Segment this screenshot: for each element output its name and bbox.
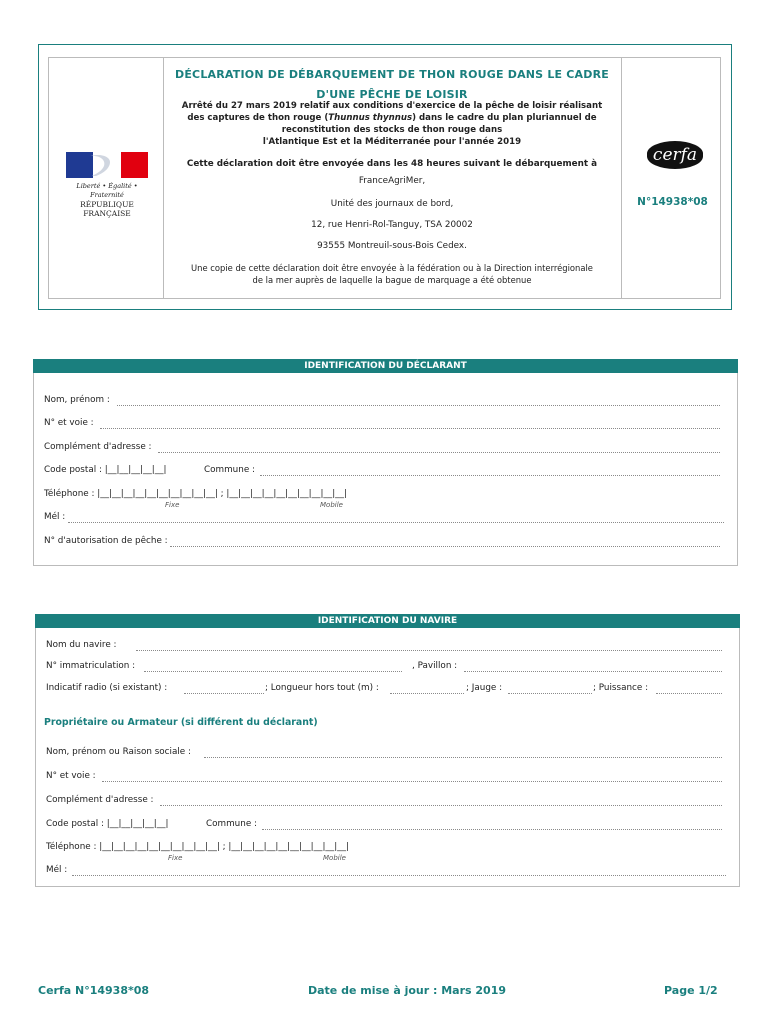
vessel-gauge-field[interactable] bbox=[508, 692, 592, 694]
owner-name-field[interactable] bbox=[204, 756, 722, 758]
footer-updated: Date de mise à jour : Mars 2019 bbox=[308, 984, 507, 997]
declarant-name-field[interactable] bbox=[117, 404, 720, 406]
declarant-commune-field[interactable] bbox=[260, 474, 720, 476]
decree-line4: l'Atlantique Est et la Méditerranée pour l'année 2019 bbox=[262, 137, 522, 147]
owner-email-label: Mél : bbox=[46, 865, 68, 875]
owner-complement-field[interactable] bbox=[160, 804, 722, 806]
declarant-section bbox=[33, 359, 738, 566]
declarant-postal-field[interactable]: Code postal : |__|__|__|__|__| bbox=[44, 465, 167, 475]
address-line3: 12, rue Henri-Rol-Tanguy, TSA 20002 bbox=[311, 220, 473, 230]
decree-species: Thunnus thynnus bbox=[328, 113, 413, 123]
decree-line2-b: ) dans le cadre du plan pluriannuel de bbox=[412, 113, 597, 123]
declarant-phone-fixe-caption: Fixe bbox=[165, 501, 180, 509]
declarant-name-label: Nom, prénom : bbox=[44, 395, 110, 405]
declarant-street-label: N° et voie : bbox=[44, 418, 94, 428]
cerfa-logo: cerfa bbox=[647, 141, 703, 169]
owner-commune-label: Commune : bbox=[206, 819, 257, 829]
declarant-street-field[interactable] bbox=[100, 427, 720, 429]
vessel-flag-field[interactable] bbox=[464, 670, 722, 672]
marianne-name: RÉPUBLIQUE FRANÇAISE bbox=[80, 200, 134, 218]
declarant-authorization-field[interactable] bbox=[170, 545, 720, 547]
vessel-radio-label: Indicatif radio (si existant) : bbox=[46, 683, 168, 693]
declarant-commune-label: Commune : bbox=[204, 465, 255, 475]
send-notice: Cette déclaration doit être envoyée dans les 48 heures suivant le débarquement à bbox=[186, 159, 598, 169]
declarant-authorization-label: N° d'autorisation de pêche : bbox=[44, 536, 168, 546]
vessel-gauge-label: ; Jauge : bbox=[466, 683, 503, 693]
vessel-length-field[interactable] bbox=[390, 692, 464, 694]
vessel-power-label: ; Puissance : bbox=[593, 683, 649, 693]
vessel-length-label: ; Longueur hors tout (m) : bbox=[265, 683, 379, 693]
owner-street-label: N° et voie : bbox=[46, 771, 96, 781]
vessel-registration-label: N° immatriculation : bbox=[46, 661, 136, 671]
owner-email-field[interactable] bbox=[72, 874, 726, 876]
footer-page: Page 1/2 bbox=[664, 984, 718, 997]
vessel-radio-field[interactable] bbox=[184, 692, 264, 694]
copy-notice-line1: Une copie de cette déclaration doit être envoyée à la fédération ou à la Direction interrégionale bbox=[191, 263, 593, 273]
declarant-complement-field[interactable] bbox=[158, 451, 720, 453]
decree-line2 bbox=[164, 113, 620, 125]
owner-name-label: Nom, prénom ou Raison sociale : bbox=[46, 747, 191, 757]
form-title-line1: DÉCLARATION DE DÉBARQUEMENT DE THON ROUGE DANS LE CADRE bbox=[175, 68, 609, 81]
declarant-email-field[interactable] bbox=[68, 521, 724, 523]
footer-cerfa: Cerfa N°14938*08 bbox=[38, 984, 150, 997]
owner-phone-mobile-caption: Mobile bbox=[323, 854, 346, 862]
declarant-email-label: Mél : bbox=[44, 512, 66, 522]
vessel-band: IDENTIFICATION DU NAVIRE bbox=[35, 614, 740, 628]
declarant-phone-field[interactable]: Téléphone : |__|__|__|__|__|__|__|__|__|__| ; |__|__|__|__|__|__|__|__|__|__| bbox=[44, 489, 347, 499]
owner-phone-fixe-caption: Fixe bbox=[168, 854, 183, 862]
decree-line2-a: des captures de thon rouge ( bbox=[187, 113, 329, 123]
decree-line1: Arrêté du 27 mars 2019 relatif aux conditions d'exercice de la pêche de loisir réalisant bbox=[181, 101, 603, 111]
copy-notice-line2: de la mer auprès de laquelle la bague de marquage a été obtenue bbox=[252, 275, 532, 285]
owner-commune-field[interactable] bbox=[262, 828, 722, 830]
owner-complement-label: Complément d'adresse : bbox=[46, 795, 154, 805]
owner-postal-field[interactable]: Code postal : |__|__|__|__|__| bbox=[46, 819, 169, 829]
vessel-registration-field[interactable] bbox=[144, 670, 402, 672]
owner-phone-field[interactable]: Téléphone : |__|__|__|__|__|__|__|__|__|__| ; |__|__|__|__|__|__|__|__|__|__| bbox=[46, 842, 349, 852]
declarant-band: IDENTIFICATION DU DÉCLARANT bbox=[33, 359, 738, 373]
vessel-name-field[interactable] bbox=[136, 649, 722, 651]
address-line4: 93555 Montreuil-sous-Bois Cedex. bbox=[317, 241, 467, 251]
owner-street-field[interactable] bbox=[102, 780, 722, 782]
header-divider-right bbox=[621, 57, 622, 299]
vessel-name-label: Nom du navire : bbox=[46, 640, 117, 650]
cerfa-number: N°14938*08 bbox=[637, 196, 708, 208]
decree-line3: reconstitution des stocks de thon rouge dans bbox=[281, 125, 503, 135]
vessel-flag-label: , Pavillon : bbox=[412, 661, 458, 671]
marianne-motto: Liberté • Égalité • Fraternité bbox=[76, 182, 138, 199]
marianne-logo bbox=[66, 152, 148, 178]
address-line1: FranceAgriMer, bbox=[358, 176, 426, 186]
address-line2: Unité des journaux de bord, bbox=[330, 199, 454, 209]
form-title-line2: D'UNE PÊCHE DE LOISIR bbox=[316, 88, 468, 101]
declarant-complement-label: Complément d'adresse : bbox=[44, 442, 152, 452]
marianne-text bbox=[66, 182, 148, 218]
vessel-power-field[interactable] bbox=[656, 692, 722, 694]
declarant-phone-mobile-caption: Mobile bbox=[320, 501, 343, 509]
owner-title: Propriétaire ou Armateur (si différent du déclarant) bbox=[44, 717, 318, 728]
